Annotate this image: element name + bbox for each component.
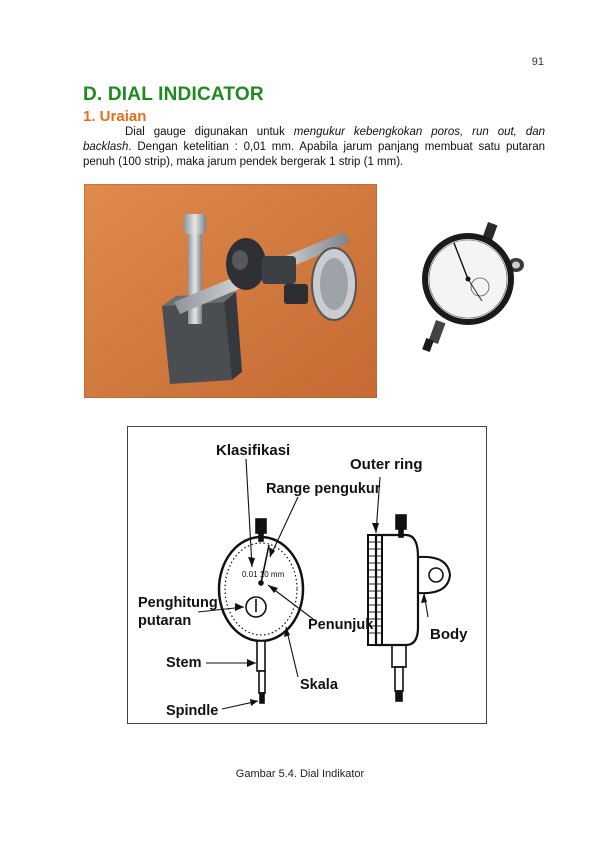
label-outer-ring: Outer ring xyxy=(350,456,423,473)
diagram-drawing xyxy=(128,427,486,723)
magnetic-stand-photo xyxy=(84,184,377,398)
label-body: Body xyxy=(430,626,468,643)
label-spindle: Spindle xyxy=(166,703,219,719)
label-penghitung: Penghitung xyxy=(138,595,218,611)
description-paragraph xyxy=(83,125,545,170)
page-number: 91 xyxy=(531,56,544,68)
subsection-heading: 1. Uraian xyxy=(83,108,147,125)
dial-indicator-diagram xyxy=(127,426,487,724)
label-skala: Skala xyxy=(300,677,338,693)
label-dial-text: 0.01 10 mm xyxy=(242,570,285,579)
figure-caption: Gambar 5.4. Dial Indikator xyxy=(235,768,365,780)
label-stem: Stem xyxy=(166,655,202,671)
paragraph-text-1: Dial gauge digunakan untuk xyxy=(125,126,294,138)
label-putaran: putaran xyxy=(138,613,192,629)
section-heading: D. DIAL INDICATOR xyxy=(83,84,264,105)
dial-indicator-photo xyxy=(410,215,530,360)
paragraph-italic: mengukur kebengkokan poros, run out, dan backlash xyxy=(83,126,546,153)
label-penunjuk: Penunjuk xyxy=(308,617,374,633)
label-klasifikasi: Klasifikasi xyxy=(216,442,291,459)
paragraph-text-2: . Dengan ketelitian : 0,01 mm. Apabila jarum panjang membuat satu putaran penuh (100 strip), maka jarum pendek bergerak 1 strip (1 mm). xyxy=(83,141,545,168)
label-range-pengukur: Range pengukur xyxy=(266,481,381,497)
